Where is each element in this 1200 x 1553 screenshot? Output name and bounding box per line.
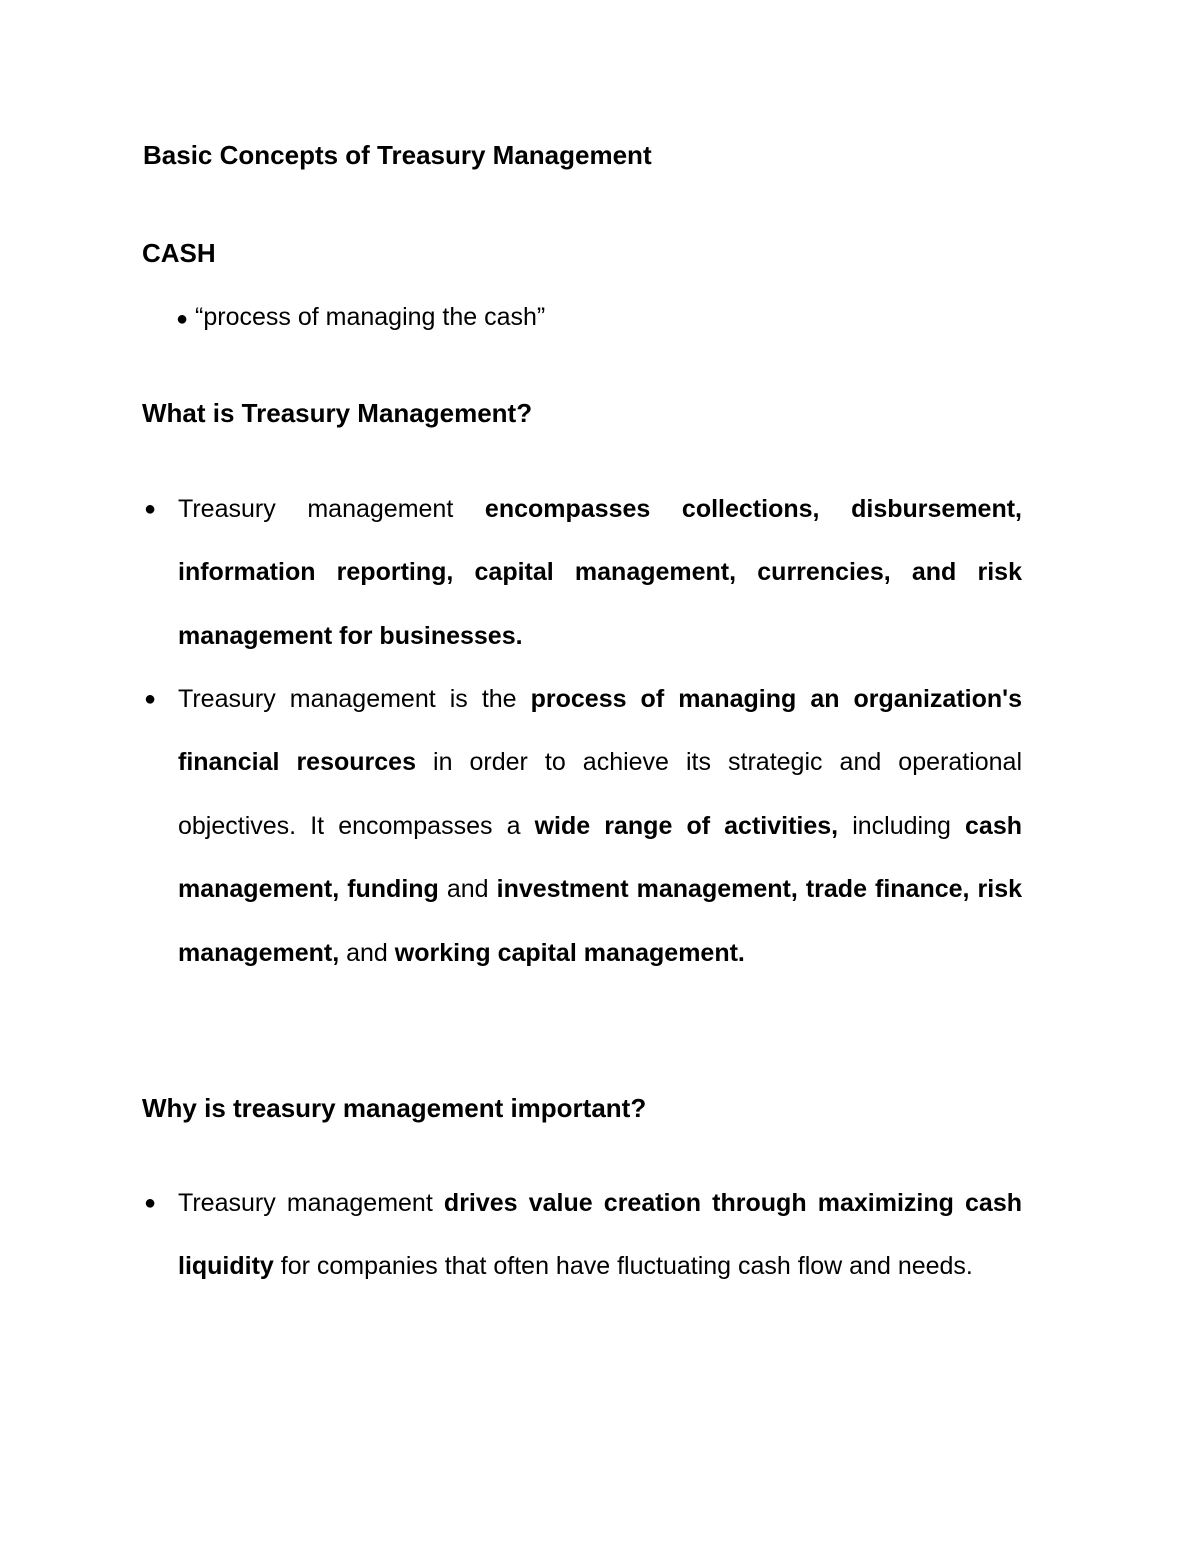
why-bullet-1 (144, 1172, 1022, 1299)
what-bullet-1 (144, 478, 1022, 668)
what-bullet-2 (144, 668, 1022, 985)
bold-run: cash management, funding (178, 811, 1022, 904)
text-run: Treasury management (178, 1189, 444, 1217)
bullet-dot: ● (176, 308, 189, 330)
cash-heading: CASH (142, 238, 216, 268)
text-run: Treasury management is the (178, 685, 531, 713)
bold-run: process of managing an organization's financial resources (178, 685, 1022, 777)
bullet-dot: ● (144, 688, 157, 710)
bold-run: encompasses collections, disbursement, information reporting, capital management, currencies, and risk management for businesses. (178, 495, 1022, 650)
cash-bullet (176, 303, 545, 332)
bold-run: drives value creation through maximizing cash liquidity (178, 1189, 1022, 1281)
text-run: and (339, 938, 395, 967)
bullet-dot: ● (144, 1192, 157, 1214)
bold-run: working capital management. (394, 938, 745, 967)
cash-bullet-text: “process of managing the cash” (195, 303, 546, 331)
bold-run: investment management, trade finance, risk management, (178, 875, 1022, 967)
document-title: Basic Concepts of Treasury Management (143, 140, 652, 170)
text-run: for companies that often have fluctuating cash flow and needs. (273, 1252, 973, 1281)
bullet-dot: ● (144, 498, 157, 520)
why-heading: Why is treasury management important? (142, 1093, 647, 1123)
text-run: Treasury management (178, 495, 485, 523)
text-run: including (838, 811, 966, 840)
bold-run: wide range of activities, (534, 811, 839, 840)
text-run: and (438, 875, 497, 904)
text-run: in order to achieve its strategic and operational objectives. It encompasses a (178, 748, 1022, 840)
what-heading: What is Treasury Management? (142, 398, 533, 428)
